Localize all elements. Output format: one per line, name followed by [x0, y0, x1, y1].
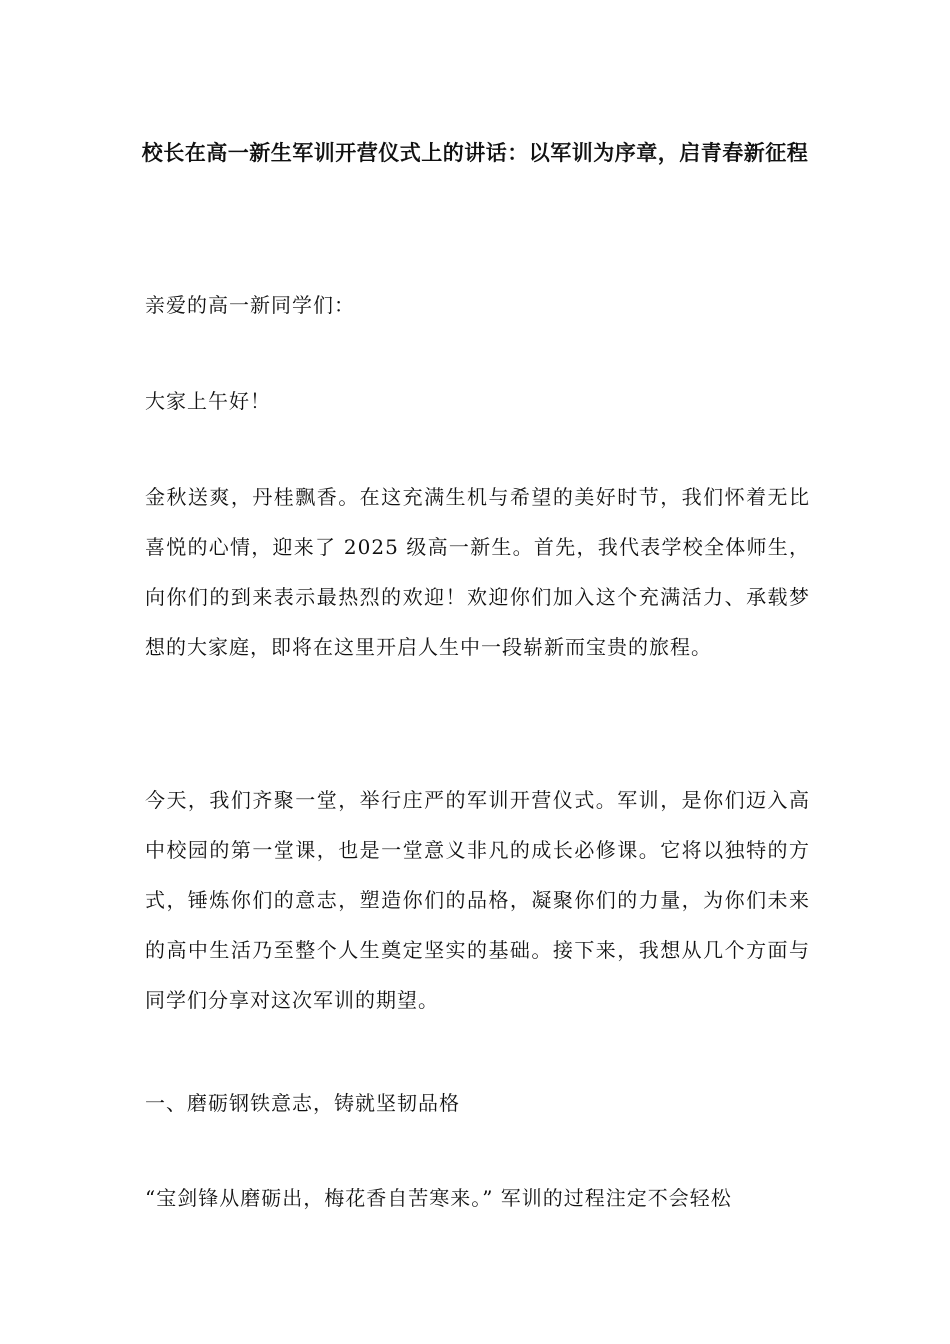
- section-paragraph: “宝剑锋从磨砺出，梅花香自苦寒来。” 军训的过程注定不会轻松: [145, 1186, 732, 1210]
- greeting-line: 亲爱的高一新同学们：: [145, 293, 355, 317]
- section-heading: 一、磨砺钢铁意志，铸就坚韧品格: [145, 1091, 460, 1115]
- body-paragraph: 金秋送爽，丹桂飘香。在这充满生机与希望的美好时节，我们怀着无比喜悦的心情，迎来了 2025 级高一新生。首先，我代表学校全体师生，向你们的到来表示最热烈的欢迎！欢迎你们加入这个充满活力、承载梦想的大家庭，即将在这里开启人生中一段崭新而宝贵的旅程。: [145, 485, 810, 659]
- body-paragraph: 今天，我们齐聚一堂，举行庄严的军训开营仪式。军训，是你们迈入高中校园的第一堂课，也是一堂意义非凡的成长必修课。它将以独特的方式，锤炼你们的意志，塑造你们的品格，凝聚你们的力量，为你们未来的高中生活乃至整个人生奠定坚实的基础。接下来，我想从几个方面与同学们分享对这次军训的期望。: [145, 788, 810, 1012]
- salutation-line: 大家上午好！: [145, 389, 271, 413]
- document-title: 校长在高一新生军训开营仪式上的讲话：以军训为序章，启青春新征程: [141, 141, 809, 165]
